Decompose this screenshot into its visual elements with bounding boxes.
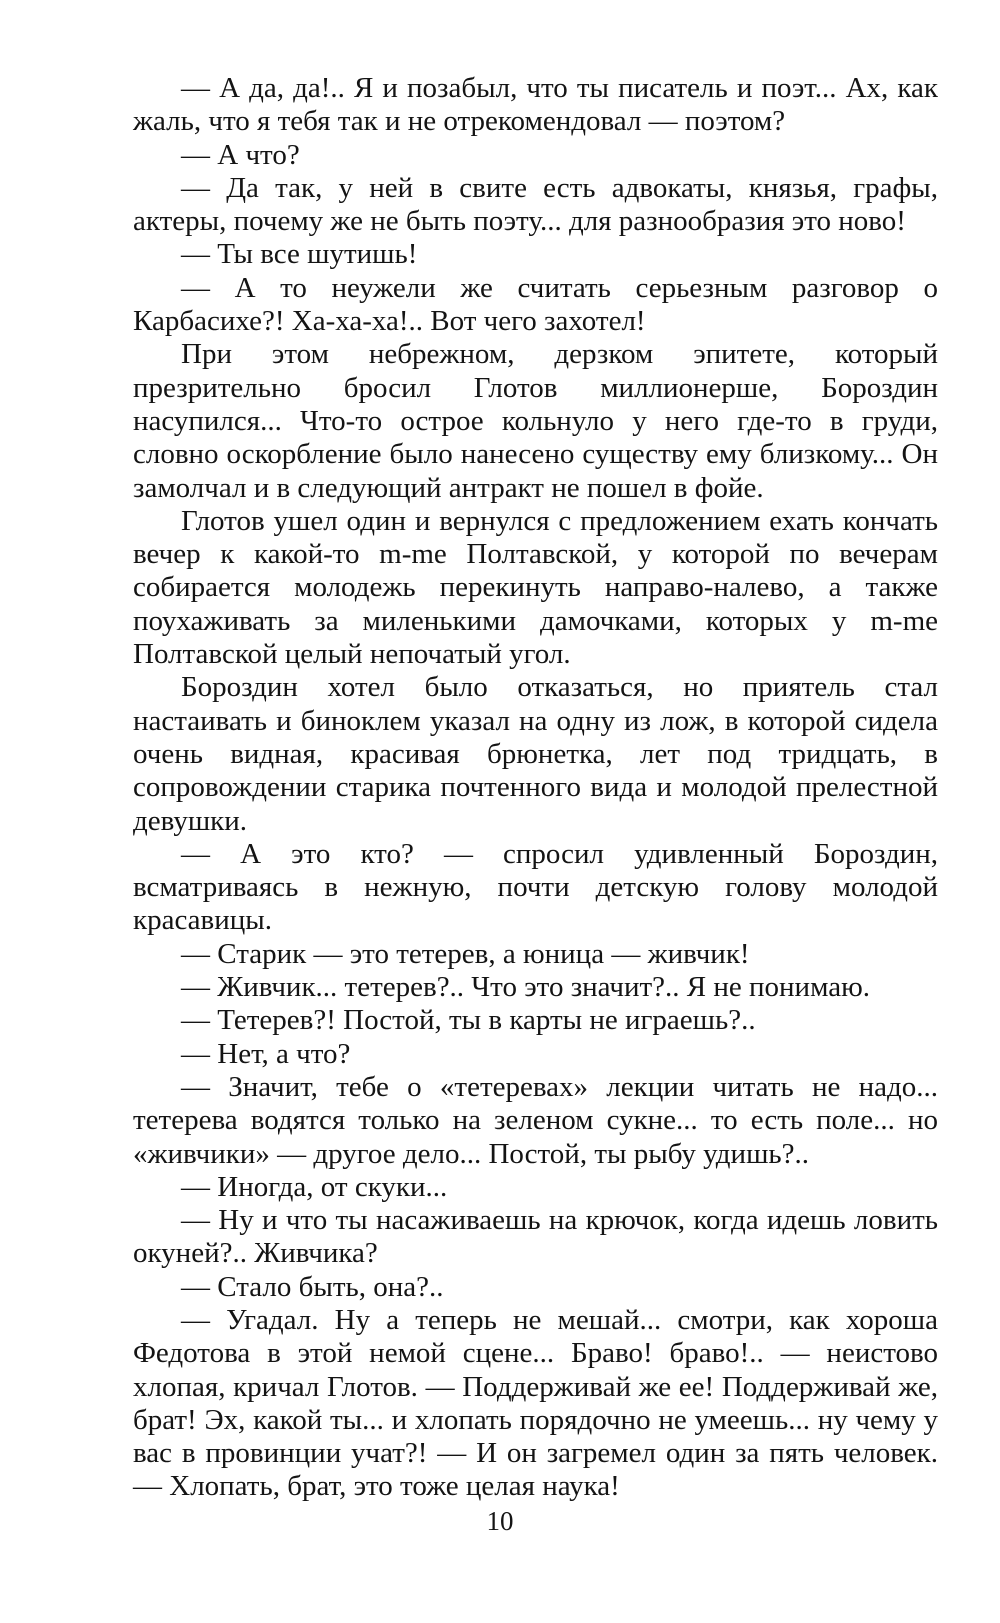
- paragraph: — Живчик... тетерев?.. Что это значит?.. Я не понимаю.: [181, 971, 871, 1004]
- paragraph: — Ну и что ты насаживаешь на крючок, когда идешь ловить окуней?.. Живчика?: [133, 1204, 938, 1270]
- paragraph: Глотов ушел один и вернулся с предложением ехать кончать вечер к какой-то m-me Полтавской, у которой по вечерам собирается молодежь перекинуть направо-налево, а также поухаживать за миленькими дамочками, которых у m-me Полтавской целый непочатый угол.: [133, 504, 938, 671]
- paragraph: — Да так, у ней в свите есть адвокаты, князья, графы, актеры, почему же не быть поэту... для разнообразия это ново!: [133, 171, 938, 238]
- paragraph: При этом небрежном, дерзком эпитете, который презрительно бросил Глотов миллионерше, Бороздин насупился... Что-то острое кольнуло у него где-то в груди, словно оскорбление было нанесено существу ему близкому... Он замолчал и в следующий антракт не пошел в фойе.: [133, 338, 938, 504]
- paragraph: — Тетерев?! Постой, ты в карты не играешь?..: [181, 1004, 756, 1037]
- paragraph: — Нет, а что?: [181, 1037, 351, 1070]
- paragraph: — А что?: [181, 138, 300, 171]
- page-number: 10: [486, 1506, 514, 1536]
- paragraph: — Иногда, от скуки...: [181, 1170, 448, 1203]
- paragraph: — Угадал. Ну а теперь не мешай... смотри, как хороша Федотова в этой немой сцене... Браво! браво!.. — неистово хлопая, кричал Глотов. — Поддерживай же ее! Поддерживай же, брат! Эх, какой ты... и хлопать порядочно не умеешь... ну чему у вас в провинции учат?! — И он загремел один за пять человек. — Хлопать, брат, это тоже целая наука!: [133, 1303, 938, 1503]
- page-body: [133, 72, 938, 1504]
- paragraph: — А это кто? — спросил удивленный Бороздин, всматриваясь в нежную, почти детскую голову молодой красавицы.: [133, 837, 938, 937]
- paragraph: — Значит, тебе о «тетеревах» лекции читать не надо... тетерева водятся только на зеленом сукне... то есть поле... но «живчики» — другое дело... Постой, ты рыбу удишь?..: [133, 1070, 938, 1170]
- paragraph: — А да, да!.. Я и позабыл, что ты писатель и поэт... Ах, как жаль, что я тебя так и не отрекомендовал — поэтом?: [133, 72, 938, 138]
- paragraph: — Стало быть, она?..: [181, 1270, 444, 1303]
- paragraph: — Ты все шутишь!: [181, 238, 418, 271]
- paragraph: — А то неужели же считать серьезным разговор о Карбасихе?! Ха-ха-ха!.. Вот чего захотел!: [133, 271, 938, 338]
- paragraph: Бороздин хотел было отказаться, но приятель стал настаивать и биноклем указал на одну из лож, в которой сидела очень видная, красивая брюнетка, лет под тридцать, в сопровождении старика почтенного вида и молодой прелестной девушки.: [133, 671, 938, 837]
- paragraph: — Старик — это тетерев, а юница — живчик!: [181, 937, 750, 970]
